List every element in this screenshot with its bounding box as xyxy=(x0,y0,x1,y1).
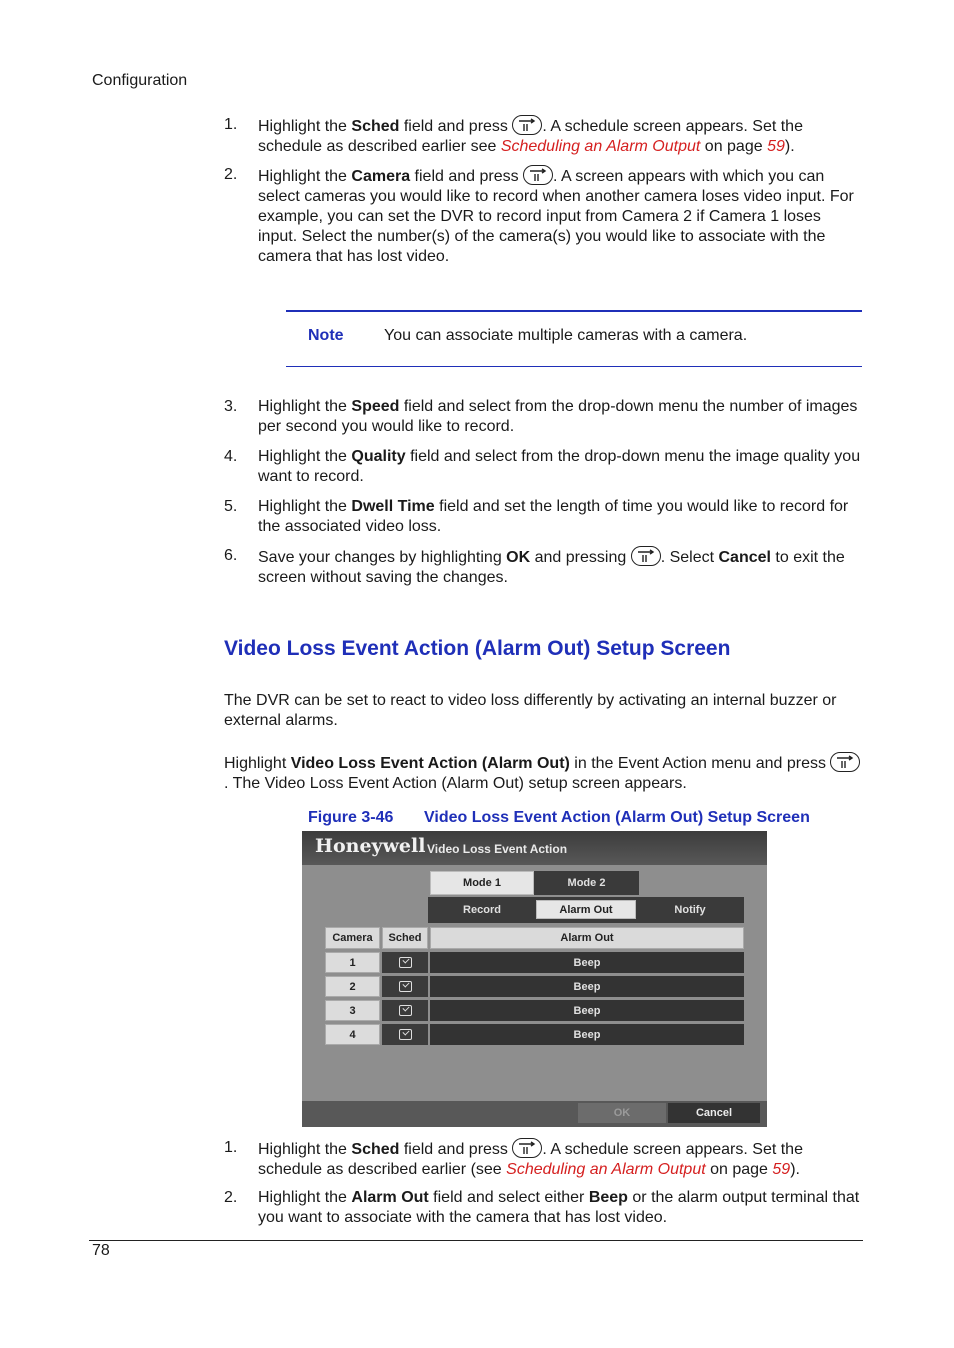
page-link[interactable]: 59 xyxy=(772,1161,791,1178)
cancel-button[interactable]: Cancel xyxy=(668,1103,760,1123)
list-item: 3. Highlight the Speed field and select from the drop-down menu the number of images per second you would like to record. xyxy=(224,398,858,435)
column-header-sched: Sched xyxy=(382,927,428,949)
scheduling-link[interactable]: Scheduling an Alarm Output xyxy=(500,138,701,155)
list-item: 5. Highlight the Dwell Time field and set the length of time you would like to record for the associated video loss. xyxy=(224,498,849,535)
figure-number: Figure 3-46 xyxy=(308,809,394,826)
sched-checkbox[interactable] xyxy=(382,1000,428,1021)
highlight-paragraph: Highlight Video Loss Event Action (Alarm Out) in the Event Action menu and press . The Video Loss Event Action (Alarm Out) setup screen appears. xyxy=(224,752,864,794)
subtab-notify[interactable]: Notify xyxy=(638,898,742,922)
alarm-out-cell[interactable]: Beep xyxy=(430,976,744,997)
note-rule-top xyxy=(286,310,862,312)
honeywell-logo: Honeywell xyxy=(315,835,426,857)
note-rule-bottom xyxy=(286,366,862,367)
camera-cell: 3 xyxy=(325,1000,380,1021)
list-item: 1. Highlight the Sched field and press . A schedule screen appears. Set the schedule as described earlier see Scheduling an Alarm Output on page 59). xyxy=(224,116,803,155)
checkbox-icon xyxy=(399,1005,412,1016)
ok-button[interactable]: OK xyxy=(578,1103,666,1123)
enter-button-icon xyxy=(512,1138,542,1158)
figure-caption: Video Loss Event Action (Alarm Out) Setup Screen xyxy=(424,809,810,826)
running-header: Configuration xyxy=(92,72,188,89)
sched-checkbox[interactable] xyxy=(382,976,428,997)
list-item: 1. Highlight the Sched field and press . A schedule screen appears. Set the schedule as described earlier (see Scheduling an Alarm Output on page 59). xyxy=(224,1139,803,1178)
dvr-titlebar xyxy=(302,831,767,865)
camera-cell: 1 xyxy=(325,952,380,973)
tab-mode-1[interactable]: Mode 1 xyxy=(430,871,534,895)
sched-checkbox[interactable] xyxy=(382,952,428,973)
enter-button-icon xyxy=(512,115,542,135)
dvr-screenshot xyxy=(302,831,767,1127)
column-header-camera: Camera xyxy=(325,927,380,949)
list-item: 4. Highlight the Quality field and select from the drop-down menu the image quality you want to record. xyxy=(224,448,861,485)
intro-paragraph: The DVR can be set to react to video loss differently by activating an internal buzzer or external alarms. xyxy=(224,692,837,729)
footer-rule xyxy=(89,1240,863,1241)
enter-button-icon xyxy=(631,546,661,566)
checkbox-icon xyxy=(399,1029,412,1040)
checkbox-icon xyxy=(399,957,412,968)
enter-button-icon xyxy=(830,752,860,772)
list-item: 6. Save your changes by highlighting OK and pressing . Select Cancel to exit the screen without saving the changes. xyxy=(224,547,845,586)
enter-button-icon xyxy=(523,165,553,185)
column-header-alarm-out: Alarm Out xyxy=(430,927,744,949)
subtab-alarm-out[interactable]: Alarm Out xyxy=(536,900,636,919)
note-label: Note xyxy=(308,327,344,344)
scheduling-link[interactable]: Scheduling an Alarm Output xyxy=(506,1161,706,1178)
camera-cell: 4 xyxy=(325,1024,380,1045)
alarm-out-cell[interactable]: Beep xyxy=(430,952,744,973)
sched-checkbox[interactable] xyxy=(382,1024,428,1045)
alarm-out-cell[interactable]: Beep xyxy=(430,1000,744,1021)
camera-cell: 2 xyxy=(325,976,380,997)
dvr-screen-title: Video Loss Event Action xyxy=(427,842,568,856)
page-number: 78 xyxy=(92,1242,110,1259)
subtab-record[interactable]: Record xyxy=(430,898,534,922)
list-item: 2. Highlight the Camera field and press . A screen appears with which you can select cameras you would like to record when another camera loses video input. For example, you can set the DVR to record input from Camera 2 if Camera 1 loses input. Select the number(s) of the camera(s) you would like to associate with the camera that has lost video. xyxy=(224,166,854,265)
page-link[interactable]: 59 xyxy=(767,138,785,155)
checkbox-icon xyxy=(399,981,412,992)
note-text: You can associate multiple cameras with a camera. xyxy=(384,327,748,344)
alarm-out-cell[interactable]: Beep xyxy=(430,1024,744,1045)
tab-mode-2[interactable]: Mode 2 xyxy=(534,871,639,895)
section-title: Video Loss Event Action (Alarm Out) Setup Screen xyxy=(224,637,731,660)
list-item: 2. Highlight the Alarm Out field and select either Beep or the alarm output terminal that you want to associate with the camera that has lost video. xyxy=(224,1189,860,1226)
